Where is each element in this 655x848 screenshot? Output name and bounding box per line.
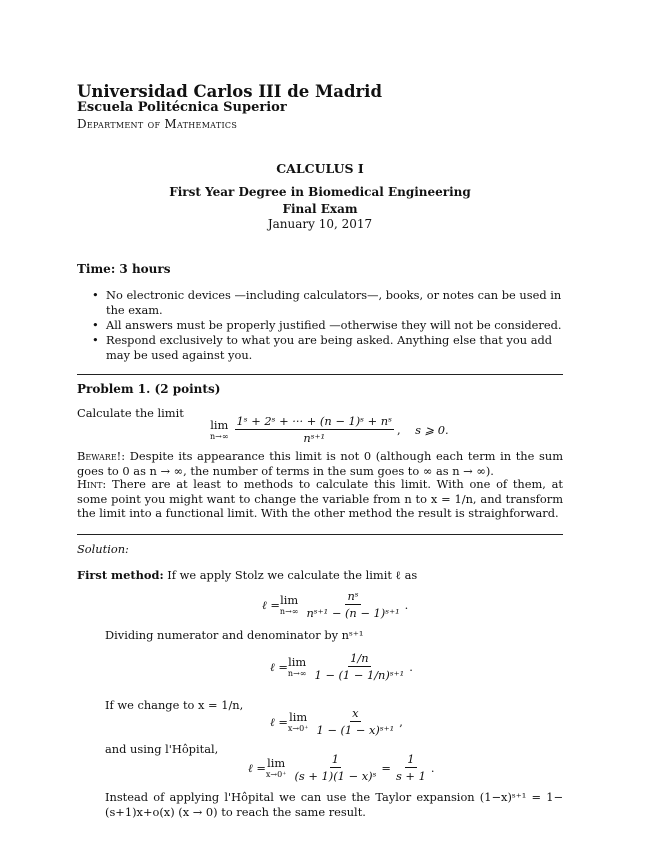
solution-label: Solution: <box>77 542 129 556</box>
rule-item: • No electronic devices —including calculators—, books, or notes can be used in the exam. <box>92 288 562 317</box>
rule-item: • Respond exclusively to what you are being asked. Anything else that you add may be used against you. <box>92 333 553 362</box>
equation-stolz: ℓ = lim n→∞ $\frac{\text{nˢ}}{\text{nˢ⁺¹ − (n − 1)ˢ⁺¹}}$ . <box>262 589 409 620</box>
first-method: First method: If we apply Stolz we calculate the limit ℓ as <box>77 568 418 582</box>
limit-equation: lim n→∞ $\frac{\text{1ˢ + 2ˢ + ··· + (n − 1)ˢ + nˢ}}{\text{nˢ⁺¹}}$ , s ⩾ 0. <box>210 414 449 445</box>
limit-fraction: $\frac{\text{1ˢ + 2ˢ + ··· + (n − 1)ˢ + nˢ}}{\text{nˢ⁺¹}}$ <box>236 414 392 445</box>
degree-title: First Year Degree in Biomedical Engineering <box>169 185 471 199</box>
dividing-text: Dividing numerator and denominator by nˢ⁺¹ <box>105 628 364 642</box>
divider <box>77 534 563 535</box>
limit-condition: s ⩾ 0. <box>415 422 449 437</box>
department-name: Department of Mathematics <box>77 117 238 131</box>
lim-operator: lim n→∞ <box>210 418 229 441</box>
taylor-text: Instead of applying l'Hôpital we can use the Taylor expansion (1−x)ˢ⁺¹ = 1−(s+1)x+o(x) (x → 0) to reach the same result. <box>105 790 563 819</box>
rule-item: • All answers must be properly justified —otherwise they will not be considered. <box>92 318 562 332</box>
divider <box>77 374 563 375</box>
time-limit: Time: 3 hours <box>77 262 171 276</box>
course-title: CALCULUS I <box>276 161 364 176</box>
change-variable-text: If we change to x = 1/n, <box>105 698 244 712</box>
equation-divided: ℓ = lim n→∞ $\frac{1/n}{\text{1 − (1 − 1/n)ˢ⁺¹}}$ . <box>270 651 413 682</box>
exam-date: January 10, 2017 <box>267 217 373 231</box>
school-name: Escuela Politécnica Superior <box>77 100 287 115</box>
equation-hopital: ℓ = lim x→0⁺ $\frac{1}{\text{(s + 1)(1 − x)ˢ}}$ = $\frac{1}{s + 1}$ . <box>248 752 435 783</box>
beware-note: Beware!: Despite its appearance this limit is not 0 (although each term in the sum goes to 0 as n → ∞, the number of terms in the sum goes to ∞ as n → ∞). <box>77 449 563 478</box>
hint-note: Hint: There are at least to methods to calculate this limit. With one of them, at some point you might want to change the variable from n to x = 1/n, and transform the limit into a functional limit. With the other method the result is straighforward. <box>77 477 563 521</box>
bullet-icon: • <box>92 288 99 302</box>
bullet-icon: • <box>92 318 99 332</box>
problem-statement: Calculate the limit <box>77 406 184 420</box>
university-name: Universidad Carlos III de Madrid <box>77 82 382 101</box>
hopital-text: and using l'Hôpital, <box>105 742 219 756</box>
problem-heading: Problem 1. (2 points) <box>77 382 221 396</box>
equation-substituted: ℓ = lim x→0⁺ $\frac{x}{\text{1 − (1 − x)ˢ⁺¹}}$ , <box>270 706 403 737</box>
exam-title: Final Exam <box>282 202 358 216</box>
rules-list <box>92 288 564 363</box>
bullet-icon: • <box>92 333 99 347</box>
